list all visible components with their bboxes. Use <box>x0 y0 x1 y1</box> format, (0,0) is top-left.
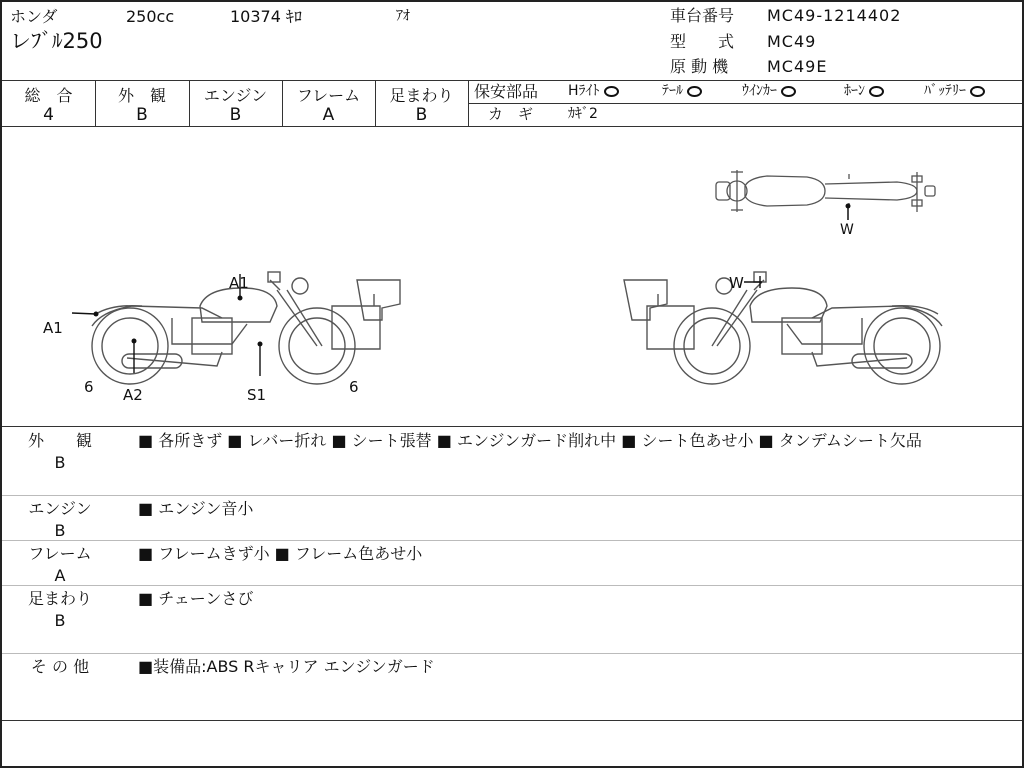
model-name: レﾌﾞﾙ250 <box>10 29 103 53</box>
remarks-label: そ の 他 <box>30 657 90 676</box>
divider <box>468 103 1022 104</box>
remarks-grade: B <box>54 453 66 472</box>
type-value: MC49 <box>767 32 817 51</box>
key-label: カ ギ <box>488 105 534 123</box>
mark-left-a2: A2 <box>123 386 143 404</box>
grade-value-frame: A <box>322 105 335 125</box>
remarks-text: ■ フレームきず小 ■ フレーム色あせ小 <box>138 544 423 563</box>
remarks-text: ■装備品:ABS Rキャリア エンジンガード <box>138 657 435 676</box>
grade-value-suspension: B <box>415 105 428 125</box>
mileage: 10374 ｷﾛ <box>230 7 302 26</box>
engine-value: MC49E <box>767 57 828 76</box>
grade-label-overall: 総 合 <box>24 86 73 105</box>
safety-item-battery: ﾊﾞｯﾃﾘｰ <box>924 84 985 98</box>
mark-left-a1-top: A1 <box>229 274 249 292</box>
grade-value-overall: 4 <box>43 105 54 125</box>
remarks-label: エンジン <box>28 499 92 518</box>
divider <box>2 653 1022 654</box>
divider <box>2 720 1022 721</box>
ok-circle-icon <box>687 86 702 97</box>
motorcycle-diagram <box>2 126 1024 426</box>
grade-label-exterior: 外 観 <box>117 86 166 105</box>
divider <box>2 426 1022 427</box>
remarks-text: ■ チェーンさび <box>138 589 254 608</box>
ok-circle-icon <box>781 86 796 97</box>
ok-circle-icon <box>604 86 619 97</box>
mark-left-6-rear: 6 <box>84 378 94 396</box>
grade-value-exterior: B <box>136 105 148 125</box>
divider <box>2 585 1022 586</box>
remarks-grade: A <box>54 566 66 585</box>
remarks-label: 足まわり <box>27 589 92 608</box>
motorcycle-top-view-icon <box>707 164 947 224</box>
safety-item-winker: ｳｲﾝｶｰ <box>742 84 796 98</box>
divider <box>2 540 1022 541</box>
mark-left-a1-side: A1 <box>43 319 63 337</box>
maker: ホンダ <box>10 7 58 26</box>
chassis-label: 車台番号 <box>670 6 735 25</box>
mark-left-6-front: 6 <box>349 378 359 396</box>
engine-label: 原 動 機 <box>670 57 729 76</box>
safety-label: 保安部品 <box>474 82 539 101</box>
type-label: 型 式 <box>670 32 735 51</box>
remarks-label: 外 観 <box>27 431 92 450</box>
motorcycle-right-view-icon <box>622 266 952 386</box>
chassis-value: MC49-1214402 <box>767 6 902 25</box>
mark-top-w: W <box>840 222 854 238</box>
safety-item-tail: ﾃｰﾙ <box>662 84 702 98</box>
color: ｱｵ <box>396 8 410 24</box>
ok-circle-icon <box>970 86 985 97</box>
safety-item-headlight: Hﾗｲﾄ <box>568 84 619 98</box>
remarks-grade: B <box>54 611 66 630</box>
safety-item-horn: ﾎｰﾝ <box>844 84 884 98</box>
remarks-grade: B <box>54 521 66 540</box>
mark-left-s1: S1 <box>247 386 267 404</box>
divider <box>2 80 1022 81</box>
ok-circle-icon <box>869 86 884 97</box>
remarks-text: ■ 各所きず ■ レバー折れ ■ シート張替 ■ エンジンガード削れ中 ■ シート色あせ小 ■ タンデムシート欠品 <box>138 431 922 450</box>
displacement: 250cc <box>126 7 175 26</box>
grade-label-frame: フレーム <box>296 86 361 105</box>
grade-value-engine: B <box>229 105 242 125</box>
grade-label-engine: エンジン <box>203 86 268 105</box>
remarks-label: フレーム <box>28 544 92 563</box>
grade-label-suspension: 足まわり <box>389 86 454 105</box>
divider <box>2 495 1022 496</box>
key-value: ｶｷﾞ2 <box>568 106 598 122</box>
remarks-text: ■ エンジン音小 <box>138 499 254 518</box>
mark-right-w: W <box>729 274 744 292</box>
